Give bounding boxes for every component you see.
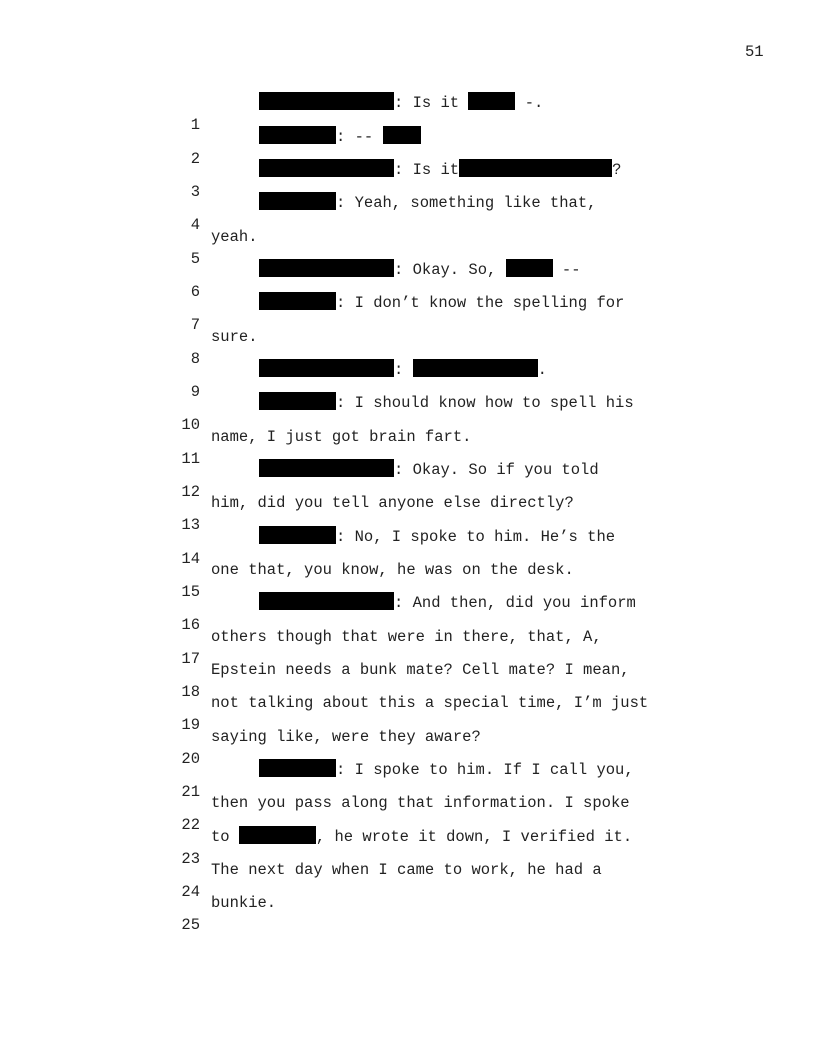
line-text: , he wrote it down, I verified it.: [315, 828, 633, 846]
transcript-line: [0, 359, 547, 401]
line-text: : Okay. So,: [394, 261, 506, 279]
line-number: 2: [190, 150, 200, 168]
line-text: sure.: [211, 328, 258, 346]
line-text: : Okay. So if you told: [394, 461, 599, 479]
line-text: saying like, were they aware?: [211, 728, 481, 746]
line-text: --: [552, 261, 581, 279]
line-text: -.: [515, 94, 544, 112]
line-text: .: [537, 361, 547, 379]
line-number: 19: [181, 716, 200, 734]
line-number: 14: [181, 550, 200, 568]
line-number: 17: [181, 650, 200, 668]
line-number: 16: [181, 616, 200, 634]
redaction-block: [459, 159, 612, 177]
line-text: : Is it: [394, 161, 460, 179]
redaction-block: [383, 126, 421, 144]
redaction-block: [506, 259, 553, 277]
transcript-line: [0, 826, 633, 868]
line-number: 6: [190, 283, 200, 301]
redaction-block: [259, 126, 336, 144]
transcript-line: [0, 426, 472, 468]
line-text: ?: [612, 161, 622, 179]
transcript-line: [0, 326, 258, 368]
line-number: 15: [181, 583, 200, 601]
line-number: 25: [181, 916, 200, 934]
redaction-block: [259, 392, 336, 410]
line-number: 21: [181, 783, 200, 801]
redaction-block: [259, 459, 394, 477]
line-text: : I don’t know the spelling for: [336, 294, 625, 312]
transcript-line: [0, 259, 581, 301]
transcript-line: [0, 126, 383, 168]
line-number: 9: [190, 383, 200, 401]
line-number: 5: [190, 250, 200, 268]
line-number: 1: [190, 116, 200, 134]
line-number: 8: [190, 350, 200, 368]
redaction-block: [259, 192, 336, 210]
line-text: The next day when I came to work, he had a: [211, 861, 602, 879]
line-number: 10: [181, 416, 200, 434]
line-number: 22: [181, 816, 200, 834]
line-text: yeah.: [211, 228, 258, 246]
transcript-line: [0, 92, 544, 134]
transcript-line: [0, 159, 622, 201]
line-number: 7: [190, 316, 200, 334]
redaction-block: [413, 359, 538, 377]
line-number: 20: [181, 750, 200, 768]
transcript-line: [0, 392, 634, 434]
redaction-block: [259, 759, 336, 777]
redaction-block: [239, 826, 316, 844]
transcript-line: [0, 626, 602, 668]
page-number: 51: [745, 43, 764, 61]
line-number: 12: [181, 483, 200, 501]
line-text: : --: [336, 128, 383, 146]
line-text: : I spoke to him. If I call you,: [336, 761, 634, 779]
line-number: 4: [190, 216, 200, 234]
line-text: him, did you tell anyone else directly?: [211, 494, 574, 512]
redaction-block: [259, 526, 336, 544]
redaction-block: [468, 92, 515, 110]
line-number: 18: [181, 683, 200, 701]
line-text: others though that were in there, that, A,: [211, 628, 602, 646]
transcript-line: [0, 726, 481, 768]
redaction-block: [259, 292, 336, 310]
line-text: Epstein needs a bunk mate? Cell mate? I mean,: [211, 661, 630, 679]
line-number: 11: [181, 450, 200, 468]
line-text: then you pass along that information. I spoke: [211, 794, 630, 812]
line-text: : I should know how to spell his: [336, 394, 634, 412]
transcript-line: [0, 526, 616, 568]
redaction-block: [259, 92, 394, 110]
redaction-block: [259, 159, 394, 177]
line-text: name, I just got brain fart.: [211, 428, 472, 446]
transcript-line: [0, 292, 625, 334]
line-number: 3: [190, 183, 200, 201]
redaction-block: [259, 592, 394, 610]
redaction-block: [259, 359, 394, 377]
line-number: 23: [181, 850, 200, 868]
transcript-line: [0, 226, 258, 268]
line-text: bunkie.: [211, 894, 277, 912]
line-text: : No, I spoke to him. He’s the: [336, 528, 616, 546]
line-text: one that, you know, he was on the desk.: [211, 561, 574, 579]
line-text: not talking about this a special time, I’m just: [211, 694, 649, 712]
line-text: to: [211, 828, 239, 846]
line-number: 13: [181, 516, 200, 534]
redaction-block: [259, 259, 394, 277]
transcript-line: [0, 192, 597, 234]
line-text: : Is it: [394, 94, 469, 112]
line-text: :: [394, 361, 413, 379]
line-text: : And then, did you inform: [394, 594, 636, 612]
line-number: 24: [181, 883, 200, 901]
line-text: : Yeah, something like that,: [336, 194, 597, 212]
